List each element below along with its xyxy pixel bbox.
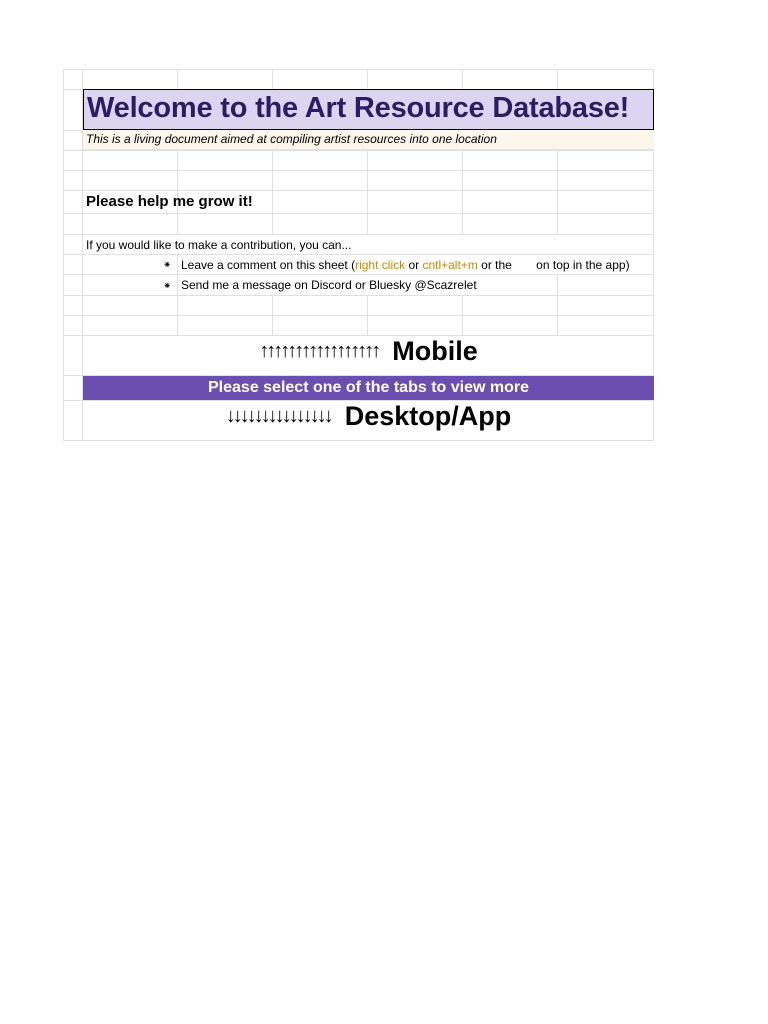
select-tab-banner: Please select one of the tabs to view more [83,376,654,400]
help-heading: Please help me grow it! [86,193,253,210]
down-arrows-icon: ↓↓↓↓↓↓↓↓↓↓↓↓↓↓↓ [225,405,331,427]
item-text: or [405,258,423,272]
title-cell[interactable] [83,89,654,130]
list-item-comment [181,258,630,272]
item-text: on top in the app) [536,258,630,272]
up-arrows-icon: ↑↑↑↑↑↑↑↑↑↑↑↑↑↑↑↑↑ [259,340,379,362]
desktop-label: Desktop/App [344,401,512,431]
mobile-row [83,336,654,376]
right-click-highlight: right click [355,258,406,272]
subtitle-text: This is a living document aimed at compiling artist resources into one location [86,132,497,146]
mobile-label: Mobile [392,336,478,366]
bullet-icon: ⁕ [163,260,172,271]
desktop-row [83,401,654,441]
list-item-message: Send me a message on Discord or Bluesky @Scazrelet [181,278,477,292]
shortcut-highlight: cntl+alt+m [422,258,478,272]
item-text: Leave a comment on this sheet ( [181,258,356,272]
contribution-intro: If you would like to make a contribution, you can... [86,238,352,252]
page-title: Welcome to the Art Resource Database! [87,92,630,124]
item-text: or the [477,258,516,272]
bullet-icon: ⁕ [163,281,172,292]
subtitle-cell[interactable] [83,130,654,150]
